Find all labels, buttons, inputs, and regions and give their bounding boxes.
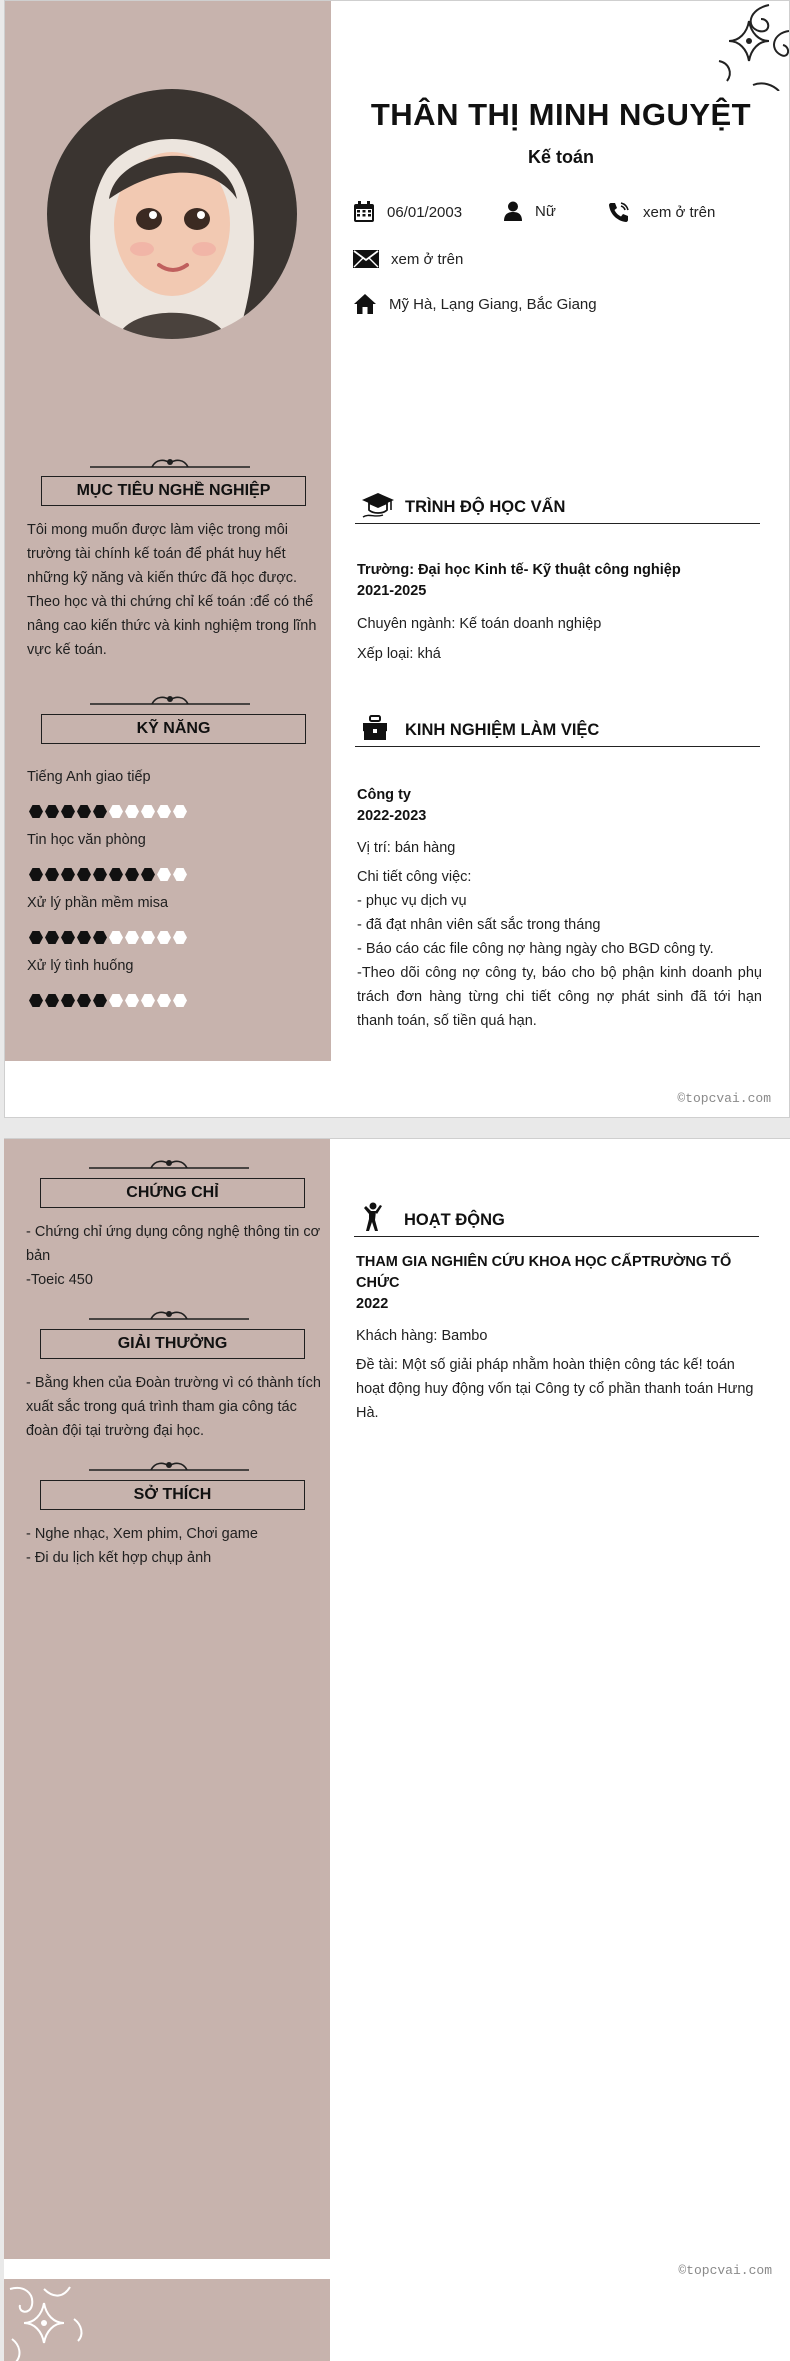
activity-year: 2022 xyxy=(356,1296,389,1312)
certificate-item: - Chứng chỉ ứng dụng công nghệ thông tin cơ bản xyxy=(26,1224,321,1264)
skills-title: KỸ NĂNG xyxy=(41,714,306,744)
experience-detail: - phục vụ dịch vụ xyxy=(357,893,467,909)
rating-dot-empty xyxy=(157,868,171,881)
rating-dot-filled xyxy=(45,994,59,1007)
corner-ornament-icon xyxy=(709,1,789,91)
objective-title: MỤC TIÊU NGHỀ NGHIỆP xyxy=(41,476,306,506)
avatar xyxy=(47,89,297,339)
rating-dot-empty xyxy=(125,931,139,944)
rating-dot-filled xyxy=(77,868,91,881)
skill-label: Tin học văn phòng xyxy=(27,832,146,848)
education-period: 2021-2025 xyxy=(357,583,427,599)
education-grade: Xếp loại: khá xyxy=(357,646,441,662)
hobby-item: - Đi du lịch kết hợp chụp ảnh xyxy=(26,1550,212,1566)
activities-header xyxy=(354,1205,759,1237)
phone-info xyxy=(607,201,715,223)
user-icon xyxy=(503,201,523,221)
person-activity-icon xyxy=(360,1202,384,1232)
experience-details-label: Chi tiết công việc: xyxy=(357,869,472,885)
cv-page-1 xyxy=(4,0,790,1118)
experience-detail: - đã đạt nhân viên sất sắc trong tháng xyxy=(357,917,601,933)
rating-dot-filled xyxy=(93,994,107,1007)
rating-dot-empty xyxy=(157,994,171,1007)
rating-dot-filled xyxy=(77,994,91,1007)
gender-info xyxy=(503,201,556,221)
experience-header xyxy=(355,715,760,747)
experience-company: Công ty xyxy=(357,787,411,803)
experience-period: 2022-2023 xyxy=(357,808,427,824)
address-text: Mỹ Hà, Lạng Giang, Bắc Giang xyxy=(389,295,597,313)
watermark: ©topcvai.com xyxy=(678,2263,772,2278)
candidate-name: THÂN THỊ MINH NGUYỆT xyxy=(370,97,752,132)
calendar-icon xyxy=(353,201,375,223)
rating-dot-filled xyxy=(61,931,75,944)
education-school: Trường: Đại học Kinh tế- Kỹ thuật công nghiệp xyxy=(357,562,681,578)
skill-rating xyxy=(29,868,187,881)
birthdate-text: 06/01/2003 xyxy=(387,203,463,221)
experience-detail: -Theo dõi công nợ công ty, báo cho bộ phận kinh doanh phụ trách đơn hàng từng chi tiết công nợ phát sinh đã tới hạn thanh toán, số tiền quá hạn. xyxy=(357,965,762,1029)
graduation-cap-icon xyxy=(361,491,395,519)
divider-ornament-icon xyxy=(90,694,250,708)
awards-title: GIẢI THƯỞNG xyxy=(40,1329,305,1359)
birthdate-info xyxy=(353,201,462,223)
sidebar-next-page xyxy=(4,2279,330,2361)
candidate-title: Kế toán xyxy=(527,147,594,167)
rating-dot-filled xyxy=(45,868,59,881)
email-info xyxy=(353,249,463,269)
rating-dot-filled xyxy=(45,805,59,818)
sidebar xyxy=(4,1139,330,2259)
education-title: TRÌNH ĐỘ HỌC VẤN xyxy=(405,498,566,516)
rating-dot-empty xyxy=(173,994,187,1007)
rating-dot-empty xyxy=(141,805,155,818)
rating-dot-empty xyxy=(109,931,123,944)
home-icon xyxy=(353,293,377,315)
rating-dot-empty xyxy=(125,994,139,1007)
activity-topic: Đề tài: Một số giải pháp nhằm hoàn thiện công tác kế! toán hoạt động huy động vốn tại Công ty cổ phần thanh toán Hưng Hà. xyxy=(356,1357,754,1421)
rating-dot-filled xyxy=(61,994,75,1007)
rating-dot-filled xyxy=(29,868,43,881)
address-info xyxy=(353,293,597,315)
rating-dot-filled xyxy=(29,805,43,818)
certificates-title: CHỨNG CHỈ xyxy=(40,1178,305,1208)
envelope-icon xyxy=(353,249,379,269)
corner-ornament-icon xyxy=(4,2279,88,2361)
skill-rating xyxy=(29,931,187,944)
rating-dot-empty xyxy=(141,994,155,1007)
phone-icon xyxy=(607,201,631,223)
skill-label: Xử lý tình huống xyxy=(27,958,134,974)
hobbies-title: SỞ THÍCH xyxy=(40,1480,305,1510)
briefcase-icon xyxy=(361,714,389,742)
awards-text: - Bằng khen của Đoàn trường vì có thành tích xuất sắc trong quá trình tham gia công tác đoàn đội tại trường đại học. xyxy=(26,1375,321,1439)
divider-ornament-icon xyxy=(90,457,250,471)
rating-dot-empty xyxy=(157,805,171,818)
rating-dot-empty xyxy=(173,805,187,818)
rating-dot-filled xyxy=(125,868,139,881)
rating-dot-filled xyxy=(141,868,155,881)
divider-ornament-icon xyxy=(89,1309,249,1323)
skill-rating xyxy=(29,805,187,818)
gender-text: Nữ xyxy=(535,202,556,220)
divider-ornament-icon xyxy=(89,1158,249,1172)
rating-dot-filled xyxy=(45,931,59,944)
rating-dot-filled xyxy=(61,805,75,818)
rating-dot-empty xyxy=(125,805,139,818)
rating-dot-empty xyxy=(173,868,187,881)
rating-dot-filled xyxy=(61,868,75,881)
rating-dot-filled xyxy=(29,931,43,944)
rating-dot-filled xyxy=(77,805,91,818)
rating-dot-empty xyxy=(157,931,171,944)
rating-dot-filled xyxy=(93,805,107,818)
divider-ornament-icon xyxy=(89,1460,249,1474)
rating-dot-filled xyxy=(93,931,107,944)
watermark: ©topcvai.com xyxy=(677,1091,771,1106)
rating-dot-empty xyxy=(141,931,155,944)
phone-text: xem ở trên xyxy=(643,203,716,221)
activities-title: HOẠT ĐỘNG xyxy=(404,1211,505,1229)
skill-label: Xử lý phần mềm misa xyxy=(27,895,169,911)
rating-dot-filled xyxy=(29,994,43,1007)
skill-label: Tiếng Anh giao tiếp xyxy=(27,769,151,785)
rating-dot-filled xyxy=(93,868,107,881)
certificate-item: -Toeic 450 xyxy=(26,1272,93,1288)
rating-dot-filled xyxy=(109,868,123,881)
objective-text: Tôi mong muốn được làm việc trong môi trường tài chính kế toán để phát huy hết những kỹ năng và kiến thức đã học được. Theo học và thi chứng chỉ kế toán :để có thể nâng cao kiến thức và kinh nghiệm trong lĩnh vực kế toán. xyxy=(27,522,317,658)
experience-position: Vị trí: bán hàng xyxy=(357,840,456,856)
email-text: xem ở trên xyxy=(391,250,464,268)
skill-rating xyxy=(29,994,187,1007)
experience-detail: - Báo cáo các file công nợ hàng ngày cho BGD công ty. xyxy=(357,941,714,957)
education-major: Chuyên ngành: Kế toán doanh nghiệp xyxy=(357,616,602,632)
activity-client: Khách hàng: Bambo xyxy=(356,1328,488,1344)
experience-title: KINH NGHIỆM LÀM VIỆC xyxy=(405,721,600,739)
rating-dot-empty xyxy=(109,805,123,818)
rating-dot-empty xyxy=(173,931,187,944)
cv-page-2 xyxy=(4,1138,790,2361)
education-header xyxy=(355,492,760,524)
rating-dot-filled xyxy=(77,931,91,944)
hobby-item: - Nghe nhạc, Xem phim, Chơi game xyxy=(26,1526,258,1542)
activity-event: THAM GIA NGHIÊN CỨU KHOA HỌC CẤPTRƯỜNG TỔ CHỨC xyxy=(356,1254,732,1291)
rating-dot-empty xyxy=(109,994,123,1007)
